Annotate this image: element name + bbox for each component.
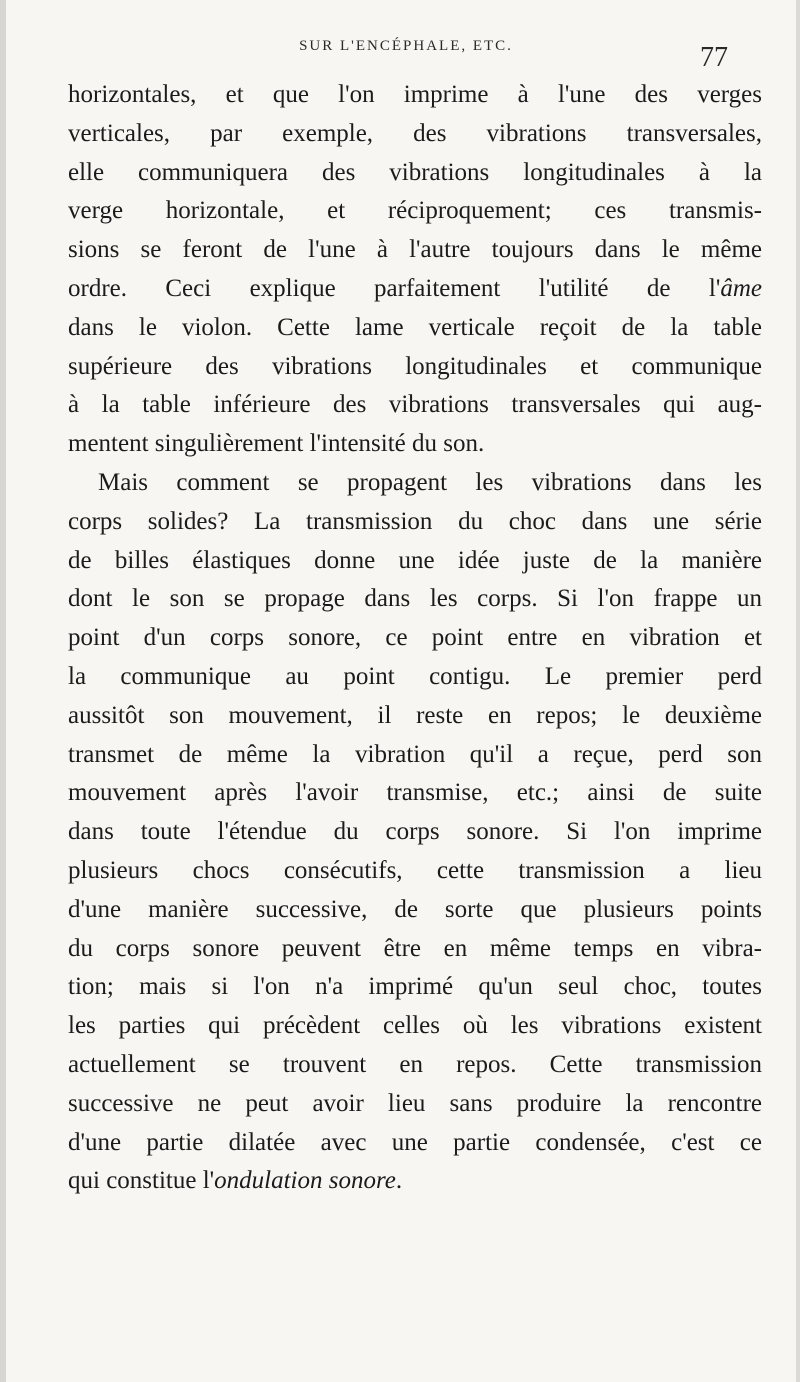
text-line: mouvement après l'avoir transmise, etc.; ainsi de suite: [68, 779, 762, 807]
page-number: 77: [700, 42, 728, 73]
text-line: supérieure des vibrations longitudinales et communique: [68, 352, 762, 380]
text-line: les parties qui précèdent celles où les vibrations existent: [68, 1012, 762, 1040]
text-fragment: qui constitue l': [68, 1167, 215, 1195]
text-line: tion; mais si l'on n'a imprimé qu'un seul choc, toutes: [68, 973, 762, 1001]
text-line: du corps sonore peuvent être en même temps en vibra-: [68, 934, 762, 962]
body-text: [68, 76, 762, 1201]
text-line: elle communiquera des vibrations longitudinales à la: [68, 158, 762, 186]
text-line: horizontales, et que l'on imprime à l'une des verges: [68, 81, 762, 108]
italic-word: âme: [720, 274, 762, 302]
text-line: transmet de même la vibration qu'il a reçue, perd son: [68, 740, 762, 768]
text-line: dont le son se propage dans les corps. Si l'on frappe un: [68, 585, 762, 613]
paragraph-1: [68, 76, 762, 464]
text-line: [68, 270, 762, 309]
text-line: verge horizontale, et réciproquement; ces transmis-: [68, 197, 762, 225]
italic-phrase: ondulation sonore: [214, 1167, 396, 1195]
text-line: sions se feront de l'une à l'autre toujours dans le même: [68, 236, 762, 264]
text-line: aussitôt son mouvement, il reste en repos; le deuxième: [68, 701, 762, 729]
final-period: .: [395, 1167, 403, 1195]
paragraph-2: [68, 464, 762, 1201]
text-line: Mais comment se propagent les vibrations dans les: [98, 468, 762, 496]
text-line: la communique au point contigu. Le premier perd: [68, 662, 762, 690]
running-title: SUR L'ENCÉPHALE, ETC.: [299, 38, 513, 54]
text-line: d'une partie dilatée avec une partie condensée, c'est ce: [68, 1128, 762, 1156]
text-line: plusieurs chocs consécutifs, cette transmission a lieu: [68, 856, 762, 884]
text-line: actuellement se trouvent en repos. Cette transmission: [68, 1050, 762, 1078]
text-line: de billes élastiques donne une idée juste de la manière: [68, 546, 762, 574]
text-line: dans le violon. Cette lame verticale reçoit de la table: [68, 313, 762, 341]
text-line: point d'un corps sonore, ce point entre en vibration et: [68, 624, 762, 652]
text-line: [68, 1162, 762, 1201]
text-line: d'une manière successive, de sorte que plusieurs points: [68, 895, 762, 923]
text-fragment: ordre. Ceci explique parfaitement l'utilité de l': [68, 274, 721, 302]
text-line: dans toute l'étendue du corps sonore. Si l'on imprime: [68, 818, 762, 846]
text-line: successive ne peut avoir lieu sans produire la rencontre: [68, 1089, 762, 1117]
text-line: à la table inférieure des vibrations transversales qui aug-: [68, 391, 762, 419]
text-line: mentent singulièrement l'intensité du son.: [68, 430, 485, 458]
text-line: verticales, par exemple, des vibrations transversales,: [68, 119, 762, 147]
text-line: corps solides? La transmission du choc dans une série: [68, 507, 762, 535]
